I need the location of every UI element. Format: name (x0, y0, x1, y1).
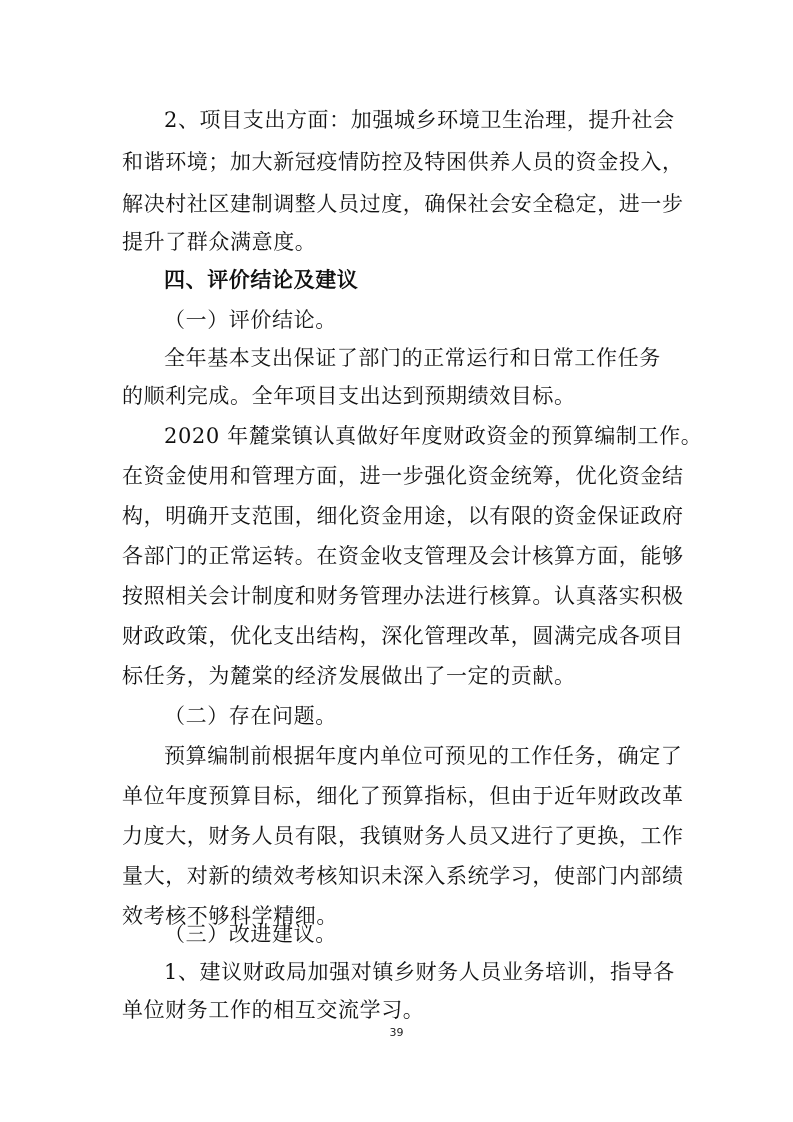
subheading-improvement-suggestions: （三）改进建议。 (164, 922, 337, 946)
subheading-existing-problems: （二）存在问题。 (164, 704, 337, 728)
conclusion-paragraph-2-line-2: 在资金使用和管理方面，进一步强化资金统筹，优化资金结 (122, 464, 684, 488)
suggestion-line-1: 1、建议财政局加强对镇乡财务人员业务培训，指导各 (164, 960, 675, 984)
problems-line-3: 力度大，财务人员有限，我镇财务人员又进行了更换，工作 (122, 824, 684, 848)
conclusion-paragraph-2-line-6: 财政政策，优化支出结构，深化管理改革，圆满完成各项目 (122, 624, 684, 648)
problems-line-1: 预算编制前根据年度内单位可预见的工作任务，确定了 (164, 744, 683, 768)
conclusion-paragraph-2-line-7: 标任务，为麓棠的经济发展做出了一定的贡献。 (122, 664, 576, 688)
page-number: 39 (389, 1026, 404, 1039)
section-heading-conclusions: 四、评价结论及建议 (164, 268, 359, 292)
conclusion-paragraph-2-line-3: 构，明确开支范围，细化资金用途，以有限的资金保证政府 (122, 504, 684, 528)
conclusion-paragraph-1-line-2: 的顺利完成。全年项目支出达到预期绩效目标。 (122, 384, 576, 408)
suggestion-line-2: 单位财务工作的相互交流学习。 (122, 998, 425, 1022)
problems-line-5: 效考核不够科学精细。 (122, 904, 338, 928)
conclusion-paragraph-2-line-4: 各部门的正常运转。在资金收支管理及会计核算方面，能够 (122, 544, 684, 568)
project-expenditure-line-3: 解决村社区建制调整人员过度，确保社会安全稳定，进一步 (122, 192, 684, 216)
conclusion-paragraph-2-line-1: 2020 年麓棠镇认真做好年度财政资金的预算编制工作。 (164, 424, 703, 448)
problems-line-2: 单位年度预算目标，细化了预算指标，但由于近年财政改革 (122, 784, 684, 808)
project-expenditure-line-2: 和谐环境；加大新冠疫情防控及特困供养人员的资金投入， (122, 150, 684, 174)
project-expenditure-line-4: 提升了群众满意度。 (122, 230, 317, 254)
conclusion-paragraph-2-line-5: 按照相关会计制度和财务管理办法进行核算。认真落实积极 (122, 584, 684, 608)
problems-line-4: 量大，对新的绩效考核知识未深入系统学习，使部门内部绩 (122, 864, 684, 888)
conclusion-paragraph-1-line-1: 全年基本支出保证了部门的正常运行和日常工作任务 (164, 346, 661, 370)
subheading-evaluation-conclusion: （一）评价结论。 (164, 308, 337, 332)
project-expenditure-line-1: 2、项目支出方面：加强城乡环境卫生治理，提升社会 (164, 108, 675, 132)
